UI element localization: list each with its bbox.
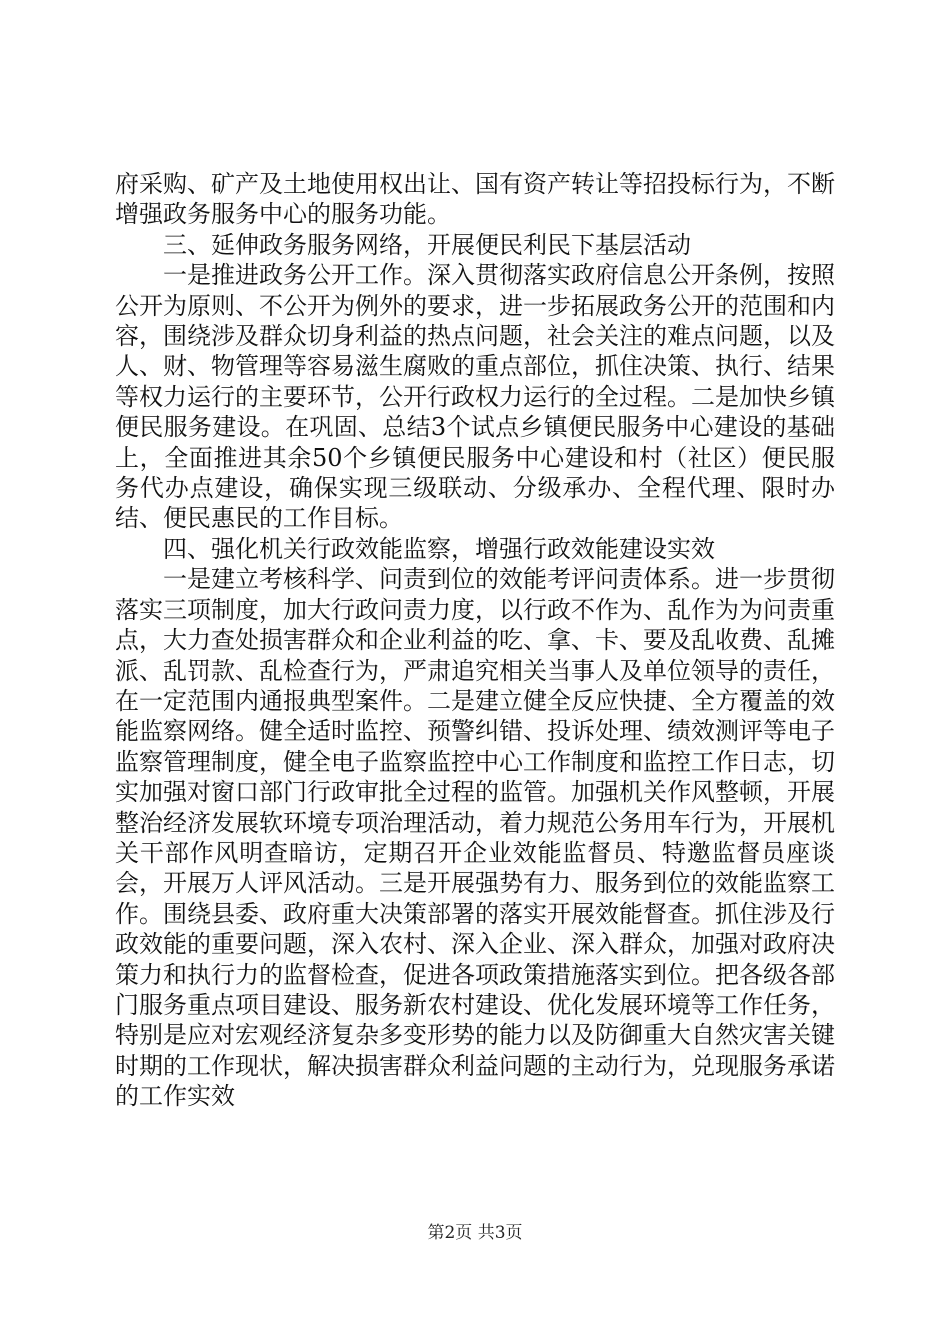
page-number-footer: 第2页 共3页 [427,1223,523,1243]
paragraph-section-3: 一是推进政务公开工作。深入贯彻落实政府信息公开条例，按照公开为原则、不公开为例外的要求，进一步拓展政务公开的范围和内容，围绕涉及群众切身利益的热点问题，社会关注的难点问题，以及人、财、物管理等容易滋生腐败的重点部位，抓住决策、执行、结果等权力运行的主要环节，公开行政权力运行的全过程。二是加快乡镇便民服务建设。在巩固、总结3个试点乡镇便民服务中心建设的基础上，全面推进其余50个乡镇便民服务中心建设和村（社区）便民服务代办点建设，确保实现三级联动、分级承办、全程代理、限时办结、便民惠民的工作目标。 [115,261,835,533]
paragraph-continuation: 府采购、矿产及土地使用权出让、国有资产转让等招投标行为，不断增强政务服务中心的服务功能。 [115,170,835,229]
section-heading-3: 三、延伸政务服务网络，开展便民利民下基层活动 [163,230,691,259]
document-body [115,169,835,1112]
section-heading-4: 四、强化机关行政效能监察，增强行政效能建设实效 [163,534,715,563]
paragraph-section-4: 一是建立考核科学、问责到位的效能考评问责体系。进一步贯彻落实三项制度，加大行政问责力度，以行政不作为、乱作为为问责重点，大力查处损害群众和企业利益的吃、拿、卡、要及乱收费、乱摊派、乱罚款、乱检查行为，严肃追究相关当事人及单位领导的责任，在一定范围内通报典型案件。二是建立健全反应快捷、全方覆盖的效能监察网络。健全适时监控、预警纠错、投诉处理、绩效测评等电子监察管理制度，健全电子监察监控中心工作制度和监控工作日志，切实加强对窗口部门行政审批全过程的监管。加强机关作风整顿，开展整治经济发展软环境专项治理活动，着力规范公务用车行为，开展机关干部作风明查暗访，定期召开企业效能监督员、特邀监督员座谈会，开展万人评风活动。三是开展强势有力、服务到位的效能监察工作。围绕县委、政府重大决策部署的落实开展效能督查。抓住涉及行政效能的重要问题，深入农村、深入企业、深入群众，加强对政府决策力和执行力的监督检查，促进各项政策措施落实到位。把各级各部门服务重点项目建设、服务新农村建设、优化发展环境等工作任务，特别是应对宏观经济复杂多变形势的能力以及防御重大自然灾害关键时期的工作现状，解决损害群众利益问题的主动行为，兑现服务承诺的工作实效 [115,565,835,1111]
